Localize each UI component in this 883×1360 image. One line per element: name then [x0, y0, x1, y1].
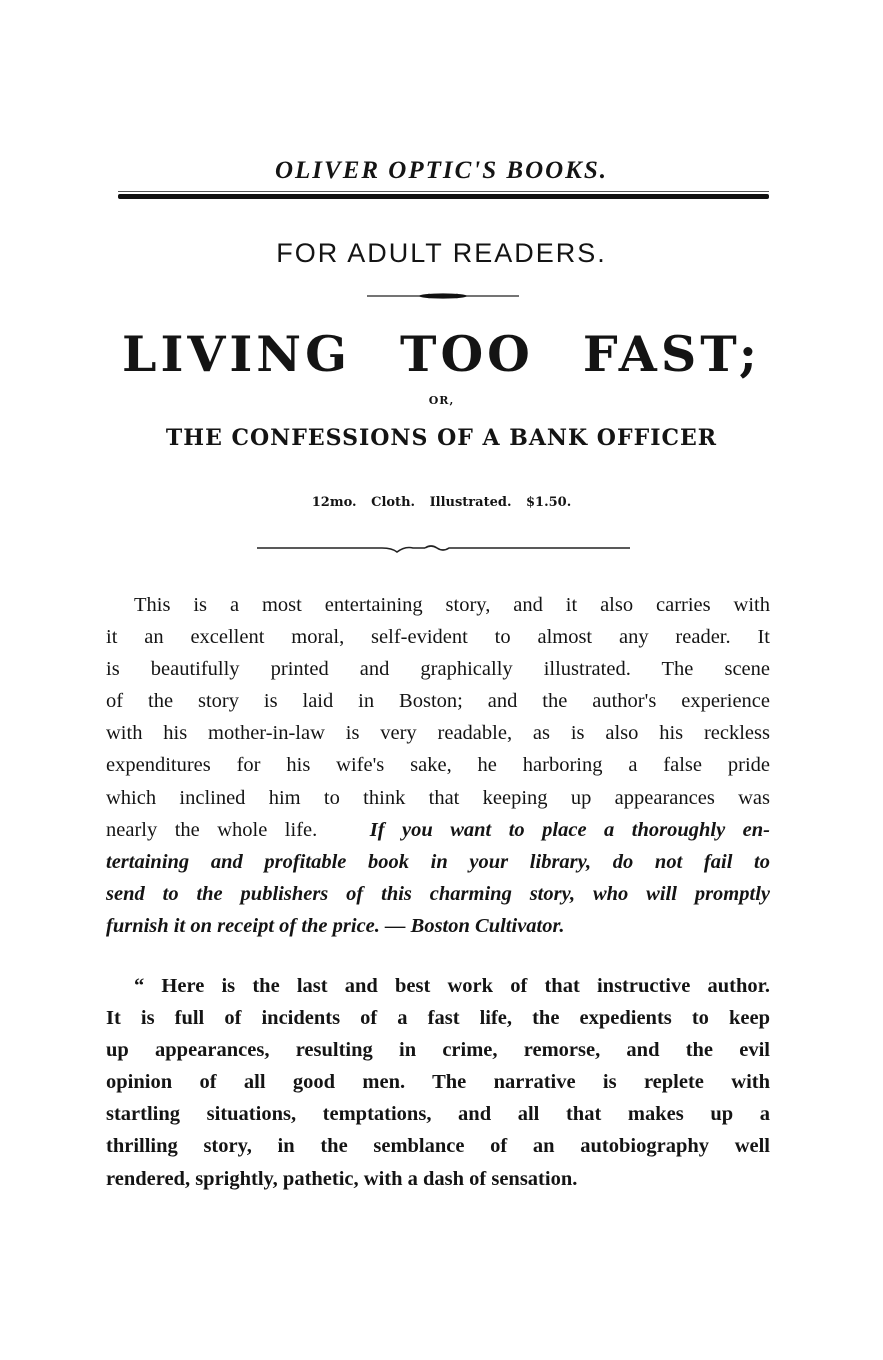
review1-line: of the story is laid in Boston; and the author's experience [106, 690, 770, 713]
review1-line: is beautifully printed and graphically illustrated. The scene [106, 658, 770, 681]
review2-line: “ Here is the last and best work of that instructive author. [134, 975, 770, 997]
review2-line: rendered, sprightly, pathetic, with a dash of sensation. [106, 1167, 578, 1190]
book-title: LIVING TOO FAST; [121, 325, 762, 383]
heading-rule [118, 194, 769, 199]
review1-line: which inclined him to think that keeping up appearances was [106, 786, 770, 809]
review2-line: opinion of all good men. The narrative is replete with [106, 1071, 770, 1094]
review-anonymous [106, 970, 770, 1195]
publication-info: 12mo. Cloth. Illustrated. $1.50. [311, 495, 572, 510]
review2-line: It is full of incidents of a fast life, the expedients to keep [106, 1007, 770, 1030]
review1-italic-start: If you want to place a thoroughly en- [369, 818, 771, 841]
review1-line: with his mother-in-law is very readable, as is also his reckless [106, 722, 770, 745]
review2-line: startling situations, temptations, and all that makes up a [106, 1103, 770, 1126]
book-subtitle: THE CONFESSIONS OF A BANK OFFICER [165, 425, 718, 451]
review1-italic-line: send to the publishers of this charming story, who will promptly [106, 882, 770, 905]
review1-line: This is a most entertaining story, and it also carries with [134, 594, 770, 616]
ornamental-divider-bottom [257, 543, 630, 555]
audience-heading: FOR ADULT READERS. [276, 238, 607, 268]
review1-line: nearly the whole life. [106, 818, 318, 841]
review1-italic-line: tertaining and profitable book in your library, do not fail to [106, 850, 770, 873]
review1-line: it an excellent moral, self-evident to almost any reader. It [106, 626, 770, 649]
title-or: OR, [428, 394, 455, 407]
review2-line: thrilling story, in the semblance of an autobiography well [106, 1135, 770, 1158]
review-boston-cultivator [106, 589, 770, 942]
review2-line: up appearances, resulting in crime, remorse, and the evil [106, 1039, 770, 1062]
series-heading: OLIVER OPTIC'S BOOKS. [274, 157, 609, 184]
ornamental-divider-top [367, 292, 519, 300]
review1-line-mixed [106, 814, 770, 846]
review1-line: expenditures for his wife's sake, he harboring a false pride [106, 754, 770, 777]
review1-attribution: furnish it on receipt of the price. — Boston Cultivator. [106, 914, 565, 937]
